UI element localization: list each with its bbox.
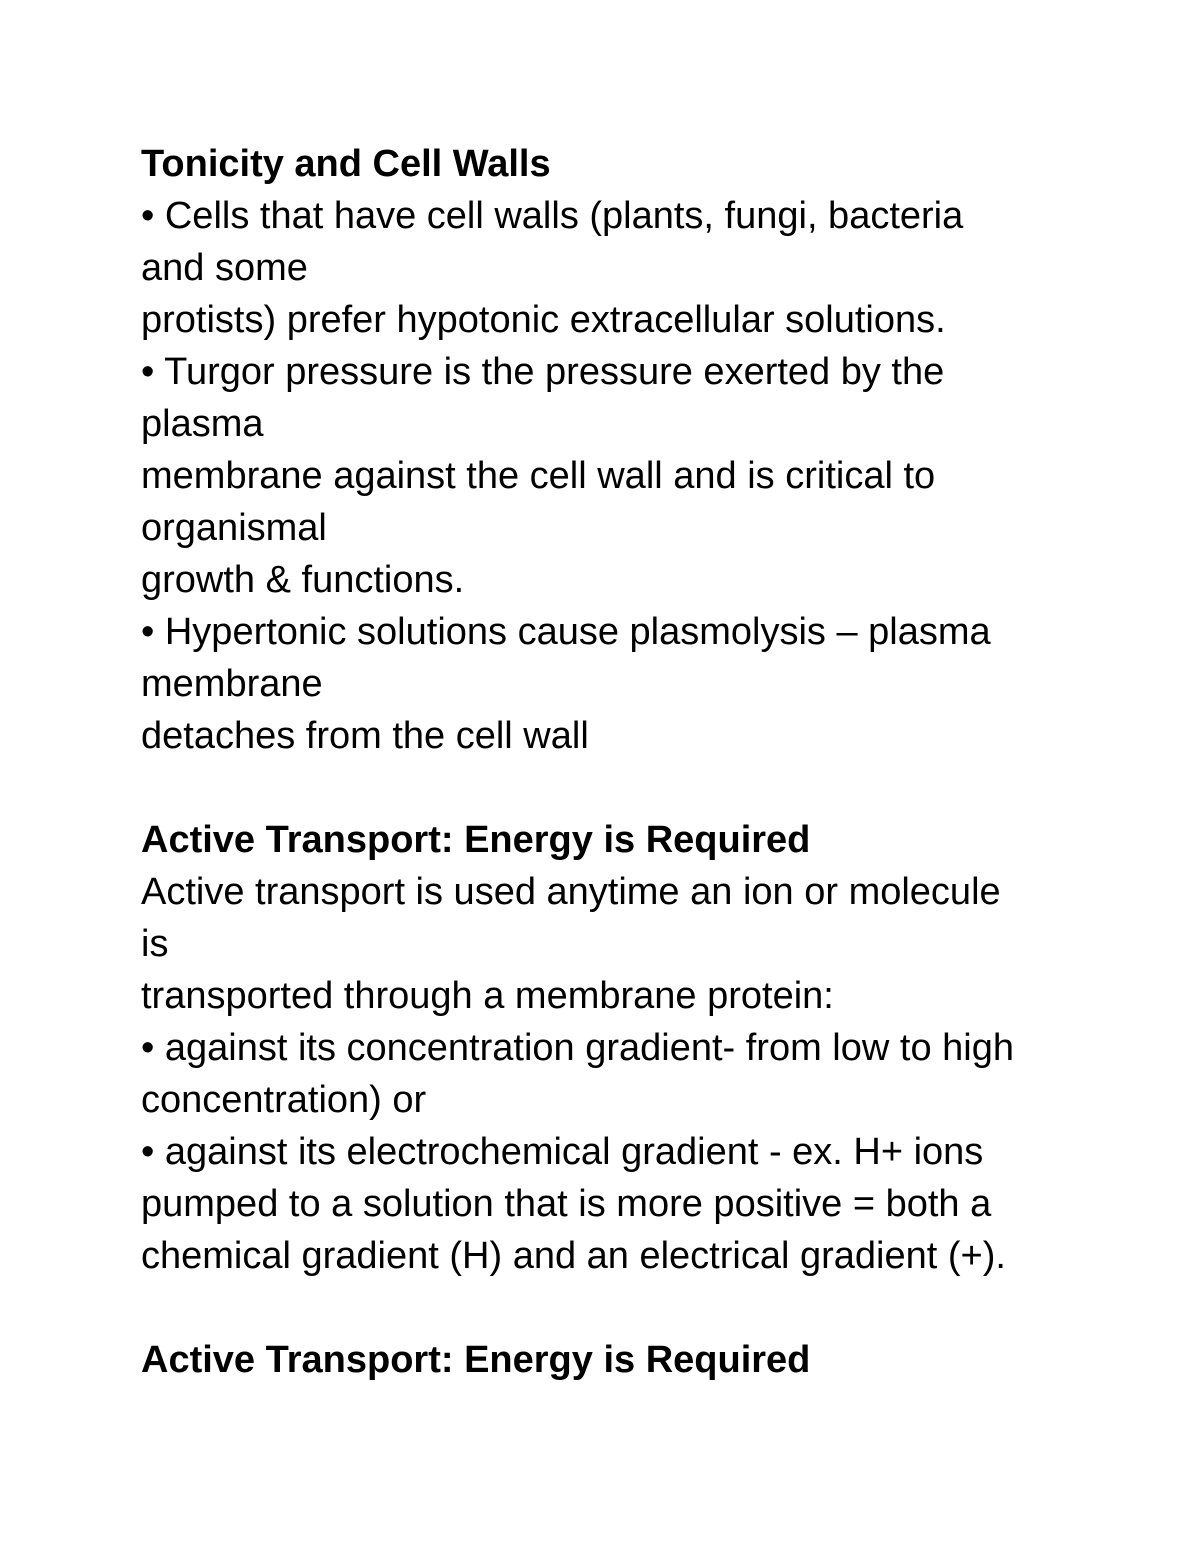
text-line: chemical gradient (H) and an electrical gradient (+). xyxy=(141,1235,1006,1277)
text-line: pumped to a solution that is more positive = both a xyxy=(141,1183,992,1225)
text-line: protists) prefer hypotonic extracellular solutions. xyxy=(141,299,946,341)
text-line: is xyxy=(141,923,169,965)
section-active-transport xyxy=(141,814,1141,1282)
text-line: plasma xyxy=(141,403,264,445)
section-heading: Active Transport: Energy is Required xyxy=(141,819,811,861)
text-line: growth & functions. xyxy=(141,559,465,601)
section-tonicity-cell-walls xyxy=(141,138,1141,762)
text-line: • Turgor pressure is the pressure exerted by the xyxy=(141,351,945,393)
paragraph-spacer xyxy=(141,1282,1141,1334)
text-line: membrane against the cell wall and is critical to xyxy=(141,455,936,497)
text-line: • Hypertonic solutions cause plasmolysis – plasma xyxy=(141,611,991,653)
section-active-transport-continued xyxy=(141,1334,1141,1386)
text-line: • against its concentration gradient- from low to high xyxy=(141,1027,1014,1069)
text-line: and some xyxy=(141,247,308,289)
text-line: transported through a membrane protein: xyxy=(141,975,834,1017)
text-line: detaches from the cell wall xyxy=(141,715,589,757)
text-line: organismal xyxy=(141,507,327,549)
text-line: membrane xyxy=(141,663,323,705)
section-heading: Active Transport: Energy is Required xyxy=(141,1339,811,1381)
text-line: Active transport is used anytime an ion or molecule xyxy=(141,871,1001,913)
text-line: concentration) or xyxy=(141,1079,427,1121)
paragraph-spacer xyxy=(141,762,1141,814)
section-heading: Tonicity and Cell Walls xyxy=(141,143,551,185)
document-body xyxy=(141,138,1141,1386)
text-line: • against its electrochemical gradient - ex. H+ ions xyxy=(141,1131,984,1173)
text-line: • Cells that have cell walls (plants, fungi, bacteria xyxy=(141,195,964,237)
